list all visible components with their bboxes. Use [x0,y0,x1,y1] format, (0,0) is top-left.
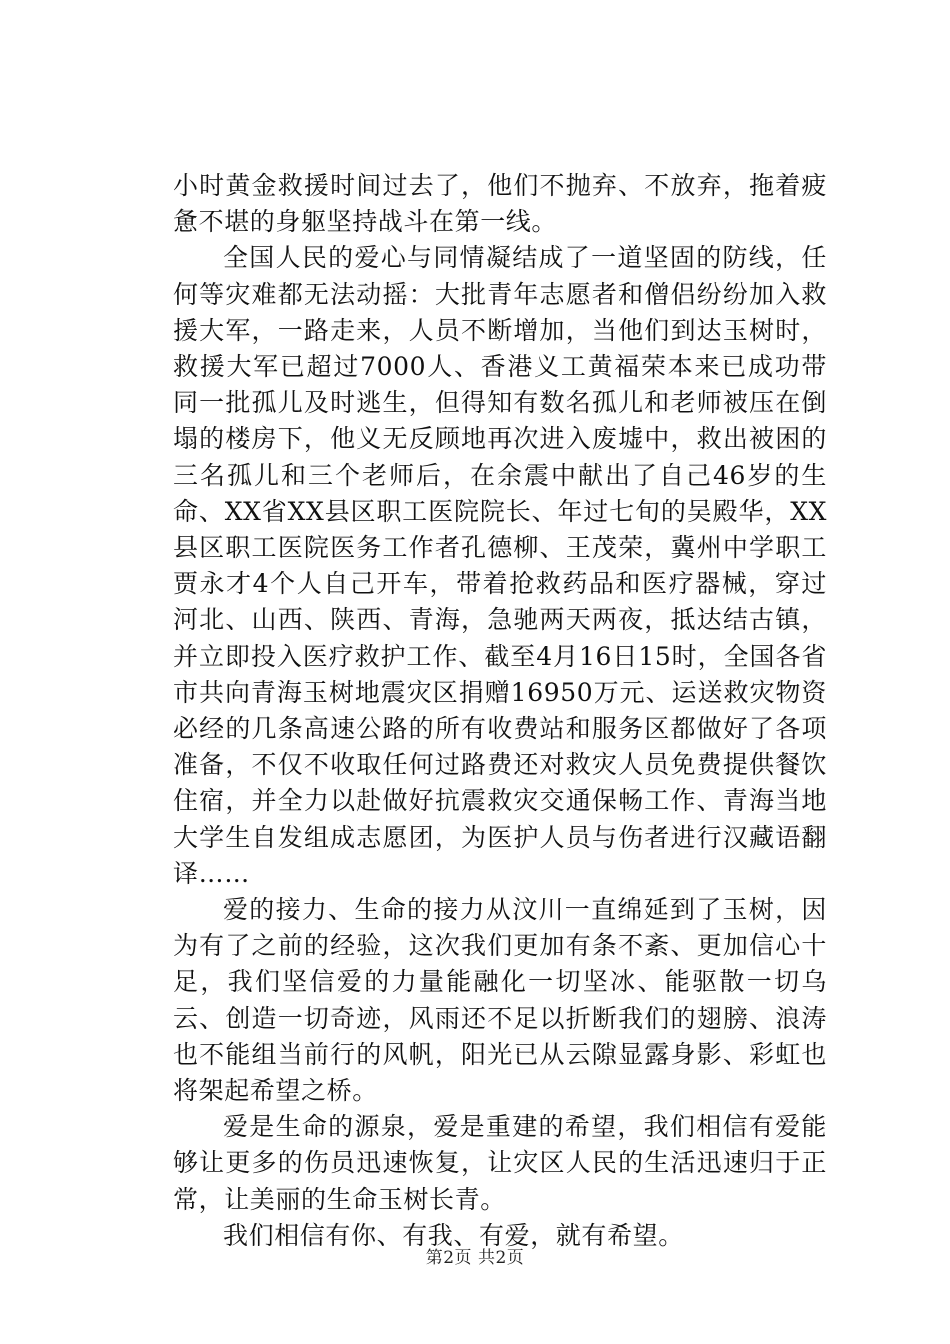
paragraph-relay-of-love: 爱的接力、生命的接力从汶川一直绵延到了玉树，因为有了之前的经验，这次我们更加有条不紊、更加信心十足，我们坚信爱的力量能融化一切坚冰、能驱散一切乌云、创造一切奇迹，风雨还不足以折断我们的翅膀、浪涛也不能组当前行的风帆，阳光已从云隙显露身影、彩虹也将架起希望之桥。 [173,895,827,1106]
paragraph-closing: 我们相信有你、有我、有爱，就有希望。 [223,1220,684,1250]
page-footer: 第2页 共2页 [425,1248,525,1268]
document-body [173,168,827,1254]
paragraph-source-of-life: 爱是生命的源泉，爱是重建的希望，我们相信有爱能够让更多的伤员迅速恢复，让灾区人民的生活迅速归于正常，让美丽的生命玉树长青。 [173,1112,827,1214]
paragraph-national-love: 全国人民的爱心与同情凝结成了一道坚固的防线，任何等灾难都无法动摇：大批青年志愿者和僧侣纷纷加入救援大军，一路走来，人员不断增加，当他们到达玉树时，救援大军已超过7000人、香港义工黄福荣本来已成功带同一批孤儿及时逃生，但得知有数名孤儿和老师被压在倒塌的楼房下，他义无反顾地再次进入废墟中，救出被困的三名孤儿和三个老师后，在余震中献出了自己46岁的生命、XX省XX县区职工医院院长、年过七旬的吴殿华，XX县区职工医院医务工作者孔德柳、王茂荣，冀州中学职工贾永才4个人自己开车，带着抢救药品和医疗器械，穿过河北、山西、陕西、青海，急驰两天两夜，抵达结古镇，并立即投入医疗救护工作、截至4月16日15时，全国各省市共向青海玉树地震灾区捐赠16950万元、运送救灾物资必经的几条高速公路的所有收费站和服务区都做好了各项准备，不仅不收取任何过路费还对救灾人员免费提供餐饮住宿，并全力以赴做好抗震救灾交通保畅工作、青海当地大学生自发组成志愿团，为医护人员与伤者进行汉藏语翻译…… [173,243,827,888]
paragraph-continuation: 小时黄金救援时间过去了，他们不抛弃、不放弃，拖着疲惫不堪的身躯坚持战斗在第一线。 [173,171,827,237]
